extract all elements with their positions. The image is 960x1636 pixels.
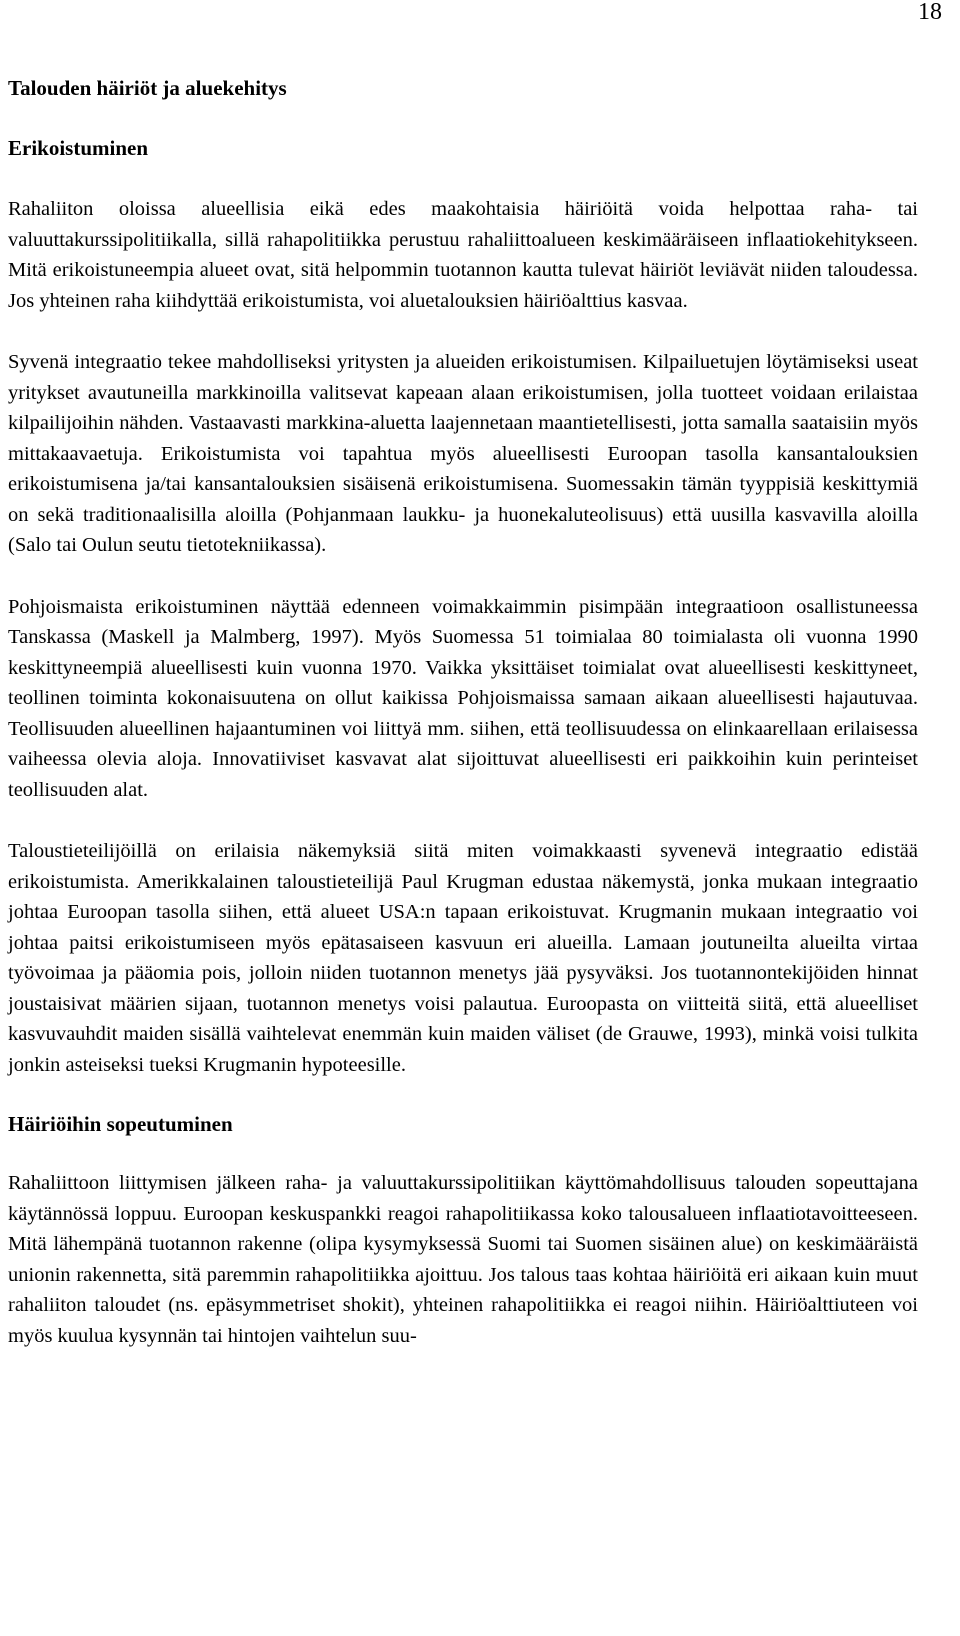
paragraph: Pohjoismaista erikoistuminen näyttää edenneen voimakkaimmin pisimpään integraatioon osallistuneessa Tanskassa (Maskell ja Malmberg, 1997). Myös Suomessa 51 toimialaa 80 toimialasta oli vuonna 1990 keskittyneempiä alueellisesti kuin vuonna 1970. Vaikka yksittäiset toimialat ovat alueellisesti keskittyneet, teollinen toiminta kokonaisuutena on ollut kaikissa Pohjoismaissa samaan aikaan alueellisesti hajautuvaa. Teollisuuden alueellinen hajaantuminen voi liittyä mm. siihen, että teollisuudessa on elinkaarellaan erilaisessa vaiheessa olevia aloja. Innovatiiviset kasvavat alat sijoittuvat alueellisesti eri paikkoihin kuin perinteiset teollisuuden alat. [8, 595, 918, 801]
page-number: 18 [918, 0, 942, 25]
document-title: Talouden häiriöt ja aluekehitys [8, 76, 287, 100]
paragraph: Rahaliiton oloissa alueellisia eikä edes maakohtaisia häiriöitä voida helpottaa raha- tai valuuttakurssipolitiikalla, sillä rahapolitiikka perustuu rahaliittoalueen keskimääräiseen inflaatiokehitykseen. Mitä erikoistuneempia alueet ovat, sitä helpommin tuotannon kautta tulevat häiriöt leviävät niiden taloudessa. Jos yhteinen raha kiihdyttää erikoistumista, voi aluetalouksien häiriöalttius kasvaa. [8, 198, 918, 312]
paragraph: Rahaliittoon liittymisen jälkeen raha- ja valuuttakurssipolitiikan käyttömahdollisuus talouden sopeuttajana käytännössä loppuu. Euroopan keskuspankki reagoi rahapolitiikassa koko talousalueen inflaatiotavoitteeseen. Mitä lähempänä tuotannon rakenne (olipa kysymyksessä Suomi tai Suomen sisäinen alue) on keskimääräistä unionin rakennetta, sitä paremmin rahapolitiikka ajoittuu. Jos talous taas kohtaa häiriöitä eri aikaan kuin muut rahaliiton taloudet (ns. epäsymmetriset shokit), yhteinen rahapolitiikka ei reagoi niihin. Häiriöalttiuteen voi myös kuulua kysynnän tai hintojen vaihtelun suu- [8, 1172, 918, 1347]
section-heading-hairioihin-sopeutuminen: Häiriöihin sopeutuminen [8, 1112, 233, 1136]
paragraph: Syvenä integraatio tekee mahdolliseksi yritysten ja alueiden erikoistumisen. Kilpailuetujen löytämiseksi useat yritykset avautuneilla markkinoilla valitsevat kapeaan alaan erikoistumisen, jolla tuotteet voidaan erilaistaa kilpailijoihin nähden. Vastaavasti markkina-aluetta laajennetaan maantietellisesti, jotta samalla saataisiin myös mittakaavaetuja. Erikoistumista voi tapahtua myös alueellisesti Euroopan tasolla kansantalouksien erikoistumisena ja/tai kansantalouksien sisäisenä erikoistumisena. Suomessakin tämän tyyppisiä keskittymiä on sekä traditionaalisilla aloilla (Pohjanmaan laukku- ja huonekaluteolisuus) että uusilla kasvavilla aloilla (Salo tai Oulun seutu tietotekniikassa). [8, 351, 918, 556]
page-content [8, 74, 918, 1382]
section-heading-erikoistuminen: Erikoistuminen [8, 136, 149, 160]
paragraph: Taloustieteilijöillä on erilaisia näkemyksiä siitä miten voimakkaasti syvenevä integraatio edistää erikoistumista. Amerikkalainen taloustieteilijä Paul Krugman edustaa näkemystä, jonka mukaan integraatio johtaa Euroopan tasolla siihen, että alueet USA:n tapaan erikoistuvat. Krugmanin mukaan integraatio voi johtaa paitsi erikoistumiseen myös epätasaiseen kasvuun eri alueilla. Lamaan joutuneilta alueilta virtaa työvoimaa ja pääomia pois, jolloin niiden tuotannon menetys jää pysyväksi. Jos tuotannontekijöiden hinnat joustaisivat määrien sijaan, tuotannon menetys voisi palautua. Euroopasta on viitteitä siitä, että alueelliset kasvuvauhdit maiden sisällä vaihtelevat enemmän kuin maiden väliset (de Grauwe, 1993), minkä voisi tulkita jonkin asteiseksi tueksi Krugmanin hypoteesille. [8, 840, 918, 1076]
